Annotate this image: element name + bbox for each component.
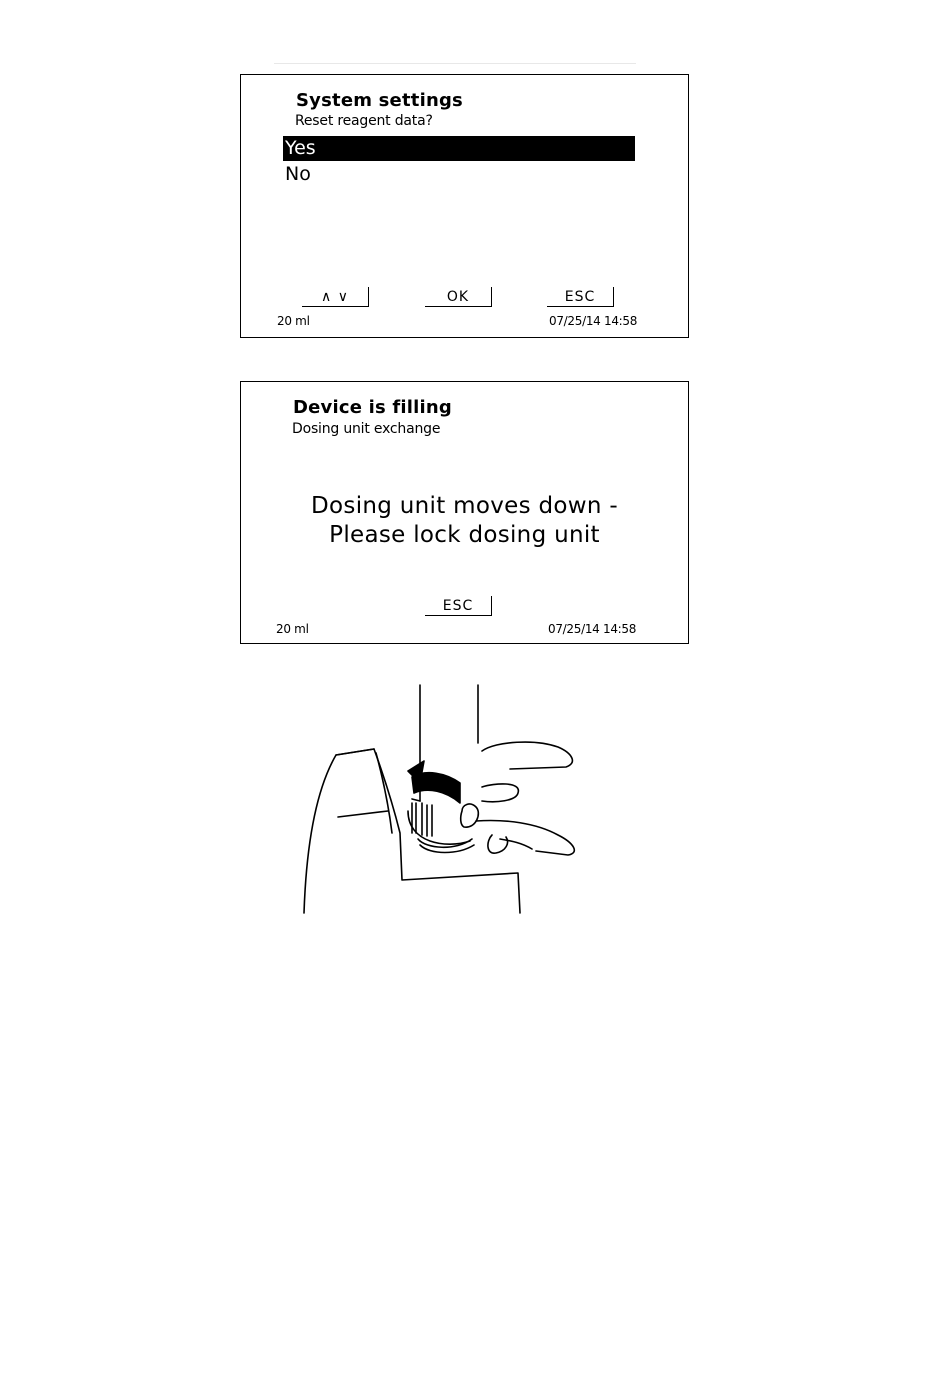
volume-status: 20 ml — [276, 622, 309, 636]
esc-button[interactable]: ESC — [425, 596, 492, 616]
system-settings-screen — [240, 74, 689, 338]
top-divider — [274, 63, 636, 64]
option-no[interactable]: No — [285, 163, 311, 185]
ok-button[interactable]: OK — [425, 287, 492, 307]
screen-subtitle: Reset reagent data? — [295, 113, 433, 129]
screen-title: Device is filling — [293, 397, 452, 418]
dosing-unit-lock-illustration — [296, 683, 586, 918]
esc-button[interactable]: ESC — [547, 287, 614, 307]
message-line-1: Dosing unit moves down - — [311, 493, 618, 519]
device-filling-screen — [240, 381, 689, 644]
screen-subtitle: Dosing unit exchange — [292, 421, 441, 437]
screen-title: System settings — [296, 90, 463, 111]
datetime-status: 07/25/14 14:58 — [548, 622, 637, 636]
option-yes[interactable]: Yes — [283, 136, 635, 161]
nav-up-down-button[interactable]: ∧ ∨ — [302, 287, 369, 307]
datetime-status: 07/25/14 14:58 — [549, 314, 638, 328]
message-line-2: Please lock dosing unit — [329, 522, 600, 548]
volume-status: 20 ml — [277, 314, 310, 328]
